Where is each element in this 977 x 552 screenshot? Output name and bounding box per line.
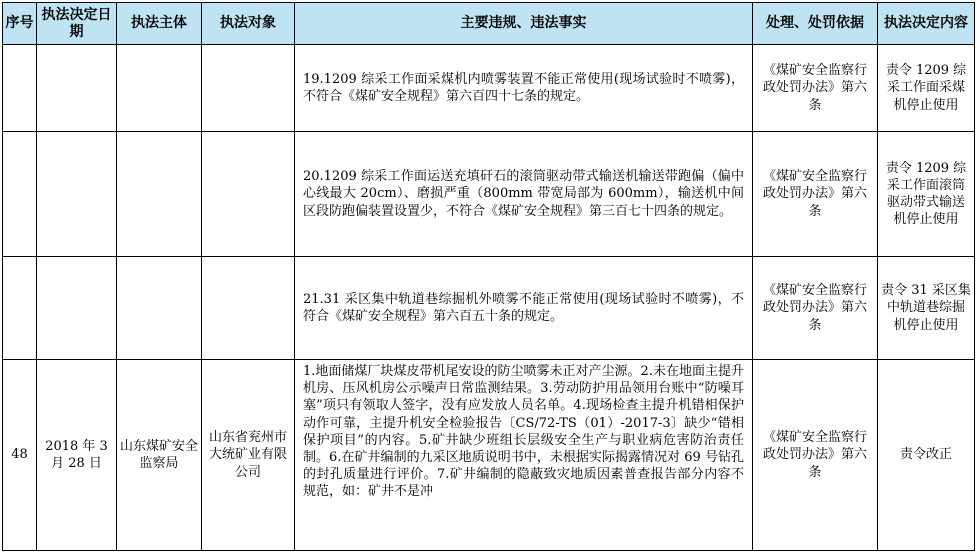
cell-basis: 《煤矿安全监察行政处罚办法》第六条	[753, 45, 878, 132]
header-seq: 序号	[3, 3, 37, 45]
cell-facts: 1.地面储煤厂块煤皮带机尾安设的防尘喷雾未正对产尘源。2.未在地面主提升机房、压风机房公示噪声日常监测结果。3.劳动防护用品领用台账中“防噪耳塞”项只有领取人签字，没有应发放人员名单。4.现场检查主提升机错相保护动作可靠，主提升机安全检验报告〔CS/72-TS（01）-2017-3〕缺少“错相保护项目”的内容。5.矿井缺少班组长层级安全生产与职业病危害防治责任制。6.在矿井编制的九采区地质说明书中，未根据实际揭露情况对 69 号钻孔的封孔质量进行评价。7.矿井编制的隐蔽致灾地质因素普查报告部分内容不规范，如：矿井不是冲	[295, 360, 753, 551]
header-subject: 执法主体	[117, 3, 202, 45]
table-row	[3, 45, 975, 132]
cell-facts: 21.31 采区集中轨道巷综掘机外喷雾不能正常使用(现场试验时不喷雾)，不符合《煤矿安全规程》第六百五十条的规定。	[295, 257, 753, 360]
cell-date	[37, 132, 117, 257]
table-row	[3, 132, 975, 257]
cell-date	[37, 257, 117, 360]
cell-decision: 责令 1209 综采工作面滚筒驱动带式输送机停止使用	[878, 132, 975, 257]
cell-basis: 《煤矿安全监察行政处罚办法》第六条	[753, 257, 878, 360]
cell-subject	[117, 132, 202, 257]
cell-object	[202, 45, 295, 132]
cell-date	[37, 45, 117, 132]
header-date: 执法决定日期	[37, 3, 117, 45]
cell-facts: 19.1209 综采工作面采煤机内喷雾装置不能正常使用(现场试验时不喷雾)，不符合《煤矿安全规程》第六百四十七条的规定。	[295, 45, 753, 132]
cell-seq	[3, 132, 37, 257]
cell-object: 山东省兖州市大统矿业有限公司	[202, 360, 295, 551]
table-row	[3, 360, 975, 551]
cell-decision: 责令 31 采区集中轨道巷综掘机停止使用	[878, 257, 975, 360]
cell-object	[202, 257, 295, 360]
table-row	[3, 257, 975, 360]
header-decision: 执法决定内容	[878, 3, 975, 45]
cell-basis: 《煤矿安全监察行政处罚办法》第六条	[753, 360, 878, 551]
cell-object	[202, 132, 295, 257]
cell-subject: 山东煤矿安全监察局	[117, 360, 202, 551]
cell-subject	[117, 45, 202, 132]
cell-seq	[3, 257, 37, 360]
cell-seq: 48	[3, 360, 37, 551]
cell-basis: 《煤矿安全监察行政处罚办法》第六条	[753, 132, 878, 257]
cell-facts: 20.1209 综采工作面运送充填矸石的滚筒驱动带式输送机输送带跑偏（偏中心线最大 20cm）、磨损严重（800mm 带宽局部为 600mm），输送机中间区段防跑偏装置设置少，不符合《煤矿安全规程》第三百七十四条的规定。	[295, 132, 753, 257]
cell-decision: 责令改正	[878, 360, 975, 551]
cell-seq	[3, 45, 37, 132]
enforcement-table	[2, 2, 975, 551]
header-facts: 主要违规、违法事实	[295, 3, 753, 45]
cell-subject	[117, 257, 202, 360]
header-row	[3, 3, 975, 45]
cell-decision: 责令 1209 综采工作面采煤机停止使用	[878, 45, 975, 132]
header-object: 执法对象	[202, 3, 295, 45]
header-basis: 处理、处罚依据	[753, 3, 878, 45]
cell-date: 2018 年 3 月 28 日	[37, 360, 117, 551]
